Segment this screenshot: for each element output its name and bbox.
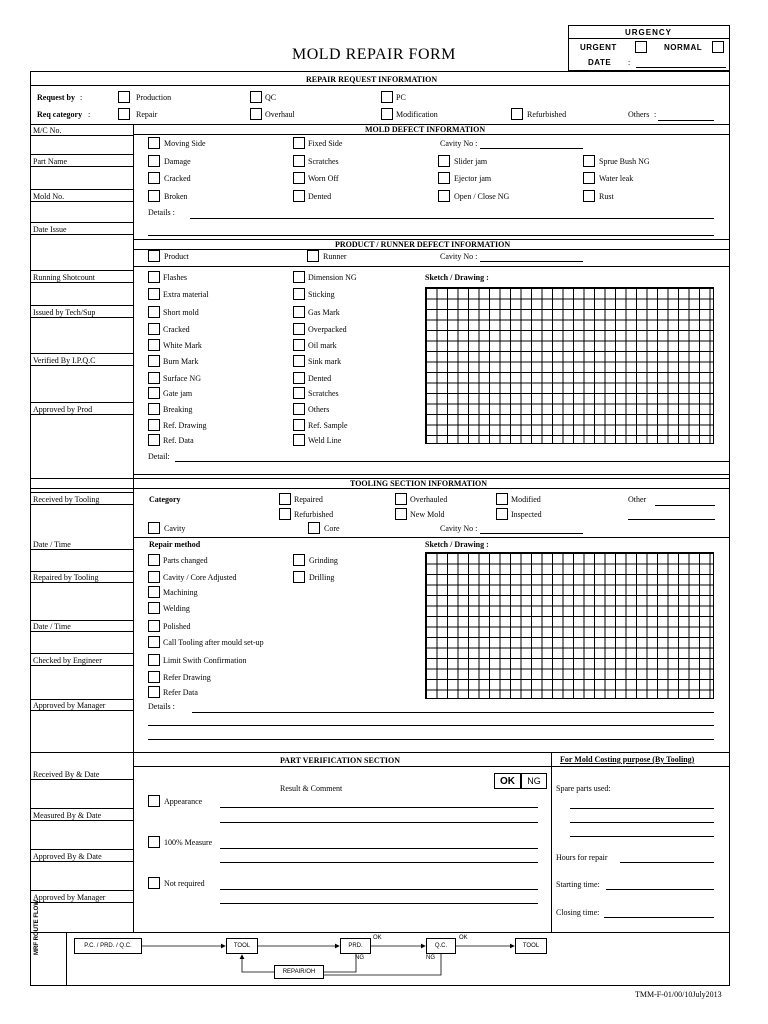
product-defect-a-label: Flashes xyxy=(163,273,187,282)
product-cavity-no-label: Cavity No : xyxy=(440,252,478,261)
not-required-label: Not required xyxy=(164,879,205,888)
verified-by-label: Verified By I.P.Q.C xyxy=(33,356,96,365)
repair-method-label: Parts changed xyxy=(163,556,208,565)
product-defect-b-label: Dimension NG xyxy=(308,273,357,282)
product-sketch-label: Sketch / Drawing : xyxy=(425,273,489,282)
tooling-refurbished-label: Refurbished xyxy=(294,510,334,519)
verification-header: PART VERIFICATION SECTION xyxy=(280,756,401,765)
repaired-by-tooling-label: Repaired by Tooling xyxy=(33,573,99,582)
moving-side-label: Moving Side xyxy=(164,139,206,148)
modification-label: Modification xyxy=(396,110,438,119)
product-defect-a-label: Extra material xyxy=(163,290,209,299)
route-prd-label: PRD. xyxy=(348,943,363,949)
product-defect-a-label: Ref. Drawing xyxy=(163,421,207,430)
request-by-label: Request by xyxy=(37,93,76,102)
core-label: Core xyxy=(324,524,340,533)
repair-method-label: Refer Drawing xyxy=(163,673,211,682)
other-label: Other xyxy=(628,495,647,504)
broken-label: Broken xyxy=(164,192,188,201)
product-defect-b-label: Sink mark xyxy=(308,357,342,366)
tooling-sketch-label: Sketch / Drawing : xyxy=(425,540,489,549)
water-leak-label: Water leak xyxy=(599,174,634,183)
qc-label: QC xyxy=(265,93,277,102)
repair-method-label: Welding xyxy=(163,604,190,613)
appearance-label: Appearance xyxy=(164,797,203,806)
product-defect-b-label: Others xyxy=(308,405,330,414)
repair-method-label: Call Tooling after mould set-up xyxy=(163,638,264,647)
product-defect-b-label: Gas Mark xyxy=(308,308,340,317)
date-colon: : xyxy=(628,58,631,67)
cavity-label: Cavity xyxy=(164,524,186,533)
product-defect-a-label: Cracked xyxy=(163,325,190,334)
repair-method-label: Refer Data xyxy=(163,688,198,697)
costing-header: For Mold Costing purpose (By Tooling) xyxy=(560,755,695,764)
cracked-label: Cracked xyxy=(164,174,191,183)
others-label: Others xyxy=(628,110,650,119)
closing-label: Closing time: xyxy=(556,908,600,917)
running-shotcount-label: Running Shotcount xyxy=(33,273,96,282)
worn-off-label: Worn Off xyxy=(308,174,339,183)
refurbished-label: Refurbished xyxy=(527,110,567,119)
damage-label: Damage xyxy=(164,157,191,166)
pc-label: PC xyxy=(396,93,406,102)
req-category-label: Req category xyxy=(37,110,83,119)
production-label: Production xyxy=(136,93,172,102)
form-title: MOLD REPAIR FORM xyxy=(292,46,456,63)
route-ok-2: OK xyxy=(459,935,468,941)
route-repair-oh-label: REPAIR/OH xyxy=(282,969,316,975)
route-flow-label: MRF ROUTE FLOW xyxy=(34,900,40,955)
product-defect-a-label: Surface NG xyxy=(163,374,201,383)
modified-label: Modified xyxy=(511,495,541,504)
ok-label: OK xyxy=(500,775,515,787)
checked-by-engineer-label: Checked by Engineer xyxy=(33,656,102,665)
ejector-jam-label: Ejector jam xyxy=(454,174,492,183)
category-label: Category xyxy=(149,495,181,504)
product-defect-b-label: Overpacked xyxy=(308,325,347,334)
product-defect-a-label: White Mark xyxy=(163,341,202,350)
approved-by-prod-label: Approved by Prod xyxy=(33,405,93,414)
date-label: DATE xyxy=(588,58,612,67)
normal-label: NORMAL xyxy=(664,43,703,52)
urgency-header: URGENCY xyxy=(625,28,673,37)
product-defect-a-label: Gate jam xyxy=(163,389,193,398)
colon: : xyxy=(88,110,91,119)
tooling-cavity-no-label: Cavity No : xyxy=(440,524,478,533)
received-by-tooling-label: Received by Tooling xyxy=(33,495,100,504)
scratches-label: Scratches xyxy=(308,157,339,166)
product-defect-b-label: Sticking xyxy=(308,290,335,299)
route-pc-prd-qc-label: P.C. / PRD. / Q.C. xyxy=(84,943,132,949)
dented-label: Dented xyxy=(308,192,332,201)
product-defect-a-label: Breaking xyxy=(163,405,193,414)
date-time-2-label: Date / Time xyxy=(33,622,71,631)
tooling-header: TOOLING SECTION INFORMATION xyxy=(350,479,488,488)
route-ok-1: OK xyxy=(373,935,382,941)
slider-jam-label: Slider jam xyxy=(454,157,488,166)
spare-parts-label: Spare parts used: xyxy=(556,784,611,793)
new-mold-label: New Mold xyxy=(410,510,445,519)
product-defect-b-label: Oil mark xyxy=(308,341,337,350)
repair-method-label: Machining xyxy=(163,588,198,597)
product-defect-a-label: Short mold xyxy=(163,308,199,317)
urgent-label: URGENT xyxy=(580,43,617,52)
result-comment-label: Result & Comment xyxy=(280,784,343,793)
approved-by-manager-2-label: Approved by Manager xyxy=(33,893,106,902)
product-detail-label: Detail: xyxy=(148,452,170,461)
product-defect-a-label: Burn Mark xyxy=(163,357,199,366)
repair-method-label: Limit Swith Confirmation xyxy=(163,656,247,665)
repaired-label: Repaired xyxy=(294,495,323,504)
inspected-label: Inspected xyxy=(511,510,542,519)
product-defect-a-label: Ref. Data xyxy=(163,436,194,445)
part-name-label: Part Name xyxy=(33,157,67,166)
mold-no-label: Mold No. xyxy=(33,192,65,201)
mold-details-label: Details : xyxy=(148,208,175,217)
colon: : xyxy=(80,93,83,102)
route-ng-2: NG xyxy=(426,955,435,961)
repair-method-label: Repair method xyxy=(149,540,201,549)
issued-by-label: Issued by Tech/Sup xyxy=(33,308,96,317)
ng-label: NG xyxy=(527,776,541,786)
repair-method-label: Cavity / Core Adjusted xyxy=(163,573,237,582)
grinding-label: Grinding xyxy=(309,556,338,565)
drilling-label: Drilling xyxy=(309,573,335,582)
mc-no-label: M/C No. xyxy=(33,126,62,135)
route-ng-1: NG xyxy=(355,955,364,961)
runner-label: Runner xyxy=(323,252,347,261)
overhauled-label: Overhauled xyxy=(410,495,448,504)
date-time-1-label: Date / Time xyxy=(33,540,71,549)
date-issue-label: Date Issue xyxy=(33,225,67,234)
approved-by-manager-label: Approved by Manager xyxy=(33,701,106,710)
open-close-label: Open / Close NG xyxy=(454,192,510,201)
product-defect-b-label: Ref. Sample xyxy=(308,421,348,430)
colon: : xyxy=(654,110,657,119)
product-defect-b-label: Dented xyxy=(308,374,332,383)
route-tool-2-label: TOOL xyxy=(522,943,540,949)
sprue-bush-label: Sprue Bush NG xyxy=(599,157,650,166)
form-footer: TMM-F-01/00/10July2013 xyxy=(635,990,722,999)
route-qc-label: Q.C. xyxy=(434,943,448,949)
product-defect-header: PRODUCT / RUNNER DEFECT INFORMATION xyxy=(335,240,511,249)
hours-label: Hours for repair xyxy=(556,853,608,862)
measure-label: 100% Measure xyxy=(164,838,213,847)
overhaul-label: Overhaul xyxy=(265,110,295,119)
received-by-date-label: Received By & Date xyxy=(33,770,100,779)
tooling-details-label: Details : xyxy=(148,702,175,711)
mold-defect-header: MOLD DEFECT INFORMATION xyxy=(365,125,486,134)
rust-label: Rust xyxy=(599,192,614,201)
fixed-side-label: Fixed Side xyxy=(308,139,343,148)
approved-by-date-label: Approved By & Date xyxy=(33,852,102,861)
product-defect-b-label: Weld Line xyxy=(308,436,342,445)
route-tool-1-label: TOOL xyxy=(233,943,251,949)
measured-by-date-label: Measured By & Date xyxy=(33,811,102,820)
cavity-no-label: Cavity No : xyxy=(440,139,478,148)
product-defect-b-label: Scratches xyxy=(308,389,339,398)
repair-request-header: REPAIR REQUEST INFORMATION xyxy=(306,75,438,84)
repair-label: Repair xyxy=(136,110,158,119)
product-label: Product xyxy=(164,252,189,261)
repair-method-label: Polished xyxy=(163,622,191,631)
starting-label: Starting time: xyxy=(556,880,600,889)
